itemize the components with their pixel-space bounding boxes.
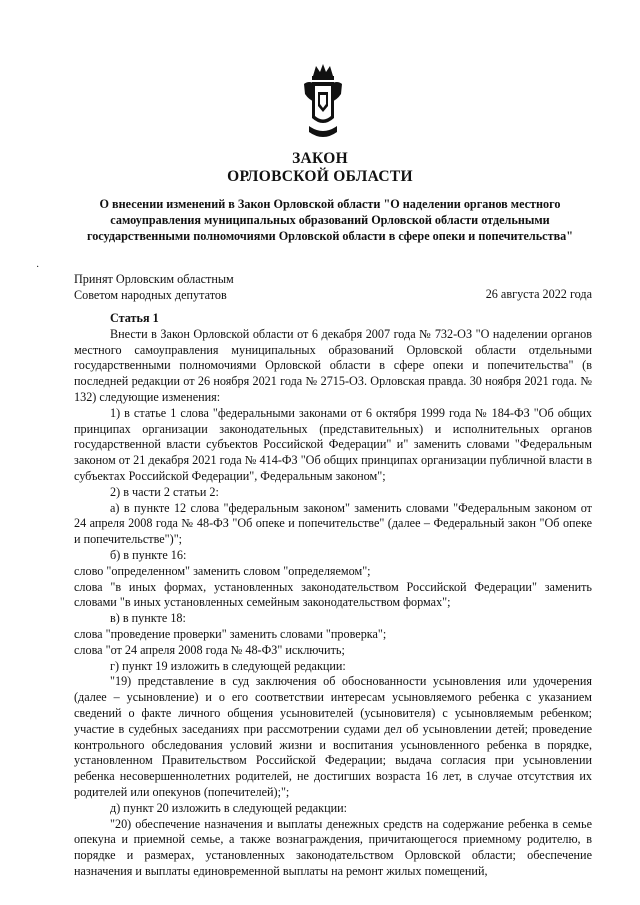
paragraph: д) пункт 20 изложить в следующей редакции:: [110, 800, 348, 815]
law-title: ЗАКОН: [292, 150, 348, 167]
adoption-block: [74, 271, 234, 303]
adoption-line-2: Советом народных депутатов: [74, 288, 227, 302]
adoption-line-1: Принят Орловским областным: [74, 272, 234, 286]
article-heading: Статья 1: [110, 311, 159, 325]
paragraph: в) в пункте 18:: [110, 611, 186, 626]
paragraph: 2) в части 2 статьи 2:: [110, 484, 219, 499]
paragraph: слово "определенном" заменить словом "определяемом";: [74, 563, 371, 578]
paragraph: "20) обеспечение назначения и выплаты денежных средств на содержание ребенка в семье опекуна и приемной семье, а также вознаграждения, причитающегося приемному родителю, в порядке и размерах, установленных законодательством Орловской области; обеспечение назначения и выплаты единовременной выплаты на ремонт жилых помещений,: [74, 816, 592, 878]
paragraph: слова "от 24 апреля 2008 года № 48-ФЗ" исключить;: [74, 642, 345, 657]
paragraph: Внести в Закон Орловской области от 6 декабря 2007 года № 732-ОЗ "О наделении органов местного самоуправления муниципальных образований Орловской области отдельными государственными полномочиями Орловской области в сфере опеки и попечительства" (в последней редакции от 26 ноября 2021 года № 2715-ОЗ. Орловская правда. 30 ноября 2021 года. № 132) следующие изменения:: [74, 326, 592, 404]
law-region-title: ОРЛОВСКОЙ ОБЛАСТИ: [227, 168, 413, 185]
article-body: [74, 311, 592, 880]
coat-of-arms-emblem: [301, 62, 345, 144]
paragraph: 1) в статье 1 слова "федеральными законами от 6 октября 1999 года № 184-ФЗ "Об общих принципах организации законодательных (представительных) и исполнительных органов государственной власти субъектов Российской Федерации" и" заменить словами "Федеральным законом от 21 декабря 2021 года № 414-ФЗ "Об общих принципах организации публичной власти в субъектах Российской Федерации", Федеральным законом";: [74, 405, 592, 483]
margin-mark: ·: [36, 262, 40, 273]
paragraph: "19) представление в суд заключения об обоснованности усыновления или удочерения (далее – усыновление) и о его соответствии интересам усыновляемого ребенка с указанием сведений о факте личного общения усыновителей (усыновителя) с усыновляемым ребенком; участие в судебных заседаниях при рассмотрении судами дел об усыновлении детей; проведение контрольного обследования условий жизни и воспитания усыновленного ребенка в порядке, установленном Правительством Российской Федерации; выдача согласия при усыновлении ребенка несовершеннолетних родителей, не достигших возраста 16 лет, в случае отсутствия их родителей или опекунов (попечителей);";: [74, 674, 592, 799]
paragraph: г) пункт 19 изложить в следующей редакции:: [110, 658, 346, 673]
paragraph: слова "в иных формах, установленных законодательством Российской Федерации" заменить словами "в иных установленных семейным законодательством формах";: [74, 579, 592, 610]
paragraph: а) в пункте 12 слова "федеральным законом" заменить словами "Федеральным законом от 24 апреля 2008 года № 48-ФЗ "Об опеке и попечительстве" (далее – Федеральный закон "Об опеке и попечительстве")";: [74, 500, 592, 547]
law-subtitle: О внесении изменений в Закон Орловской области "О наделении органов местного самоуправления муниципальных образований Орловской области отдельными государственными полномочиями Орловской области в сфере опеки и попечительства": [86, 197, 574, 243]
adoption-date: 26 августа 2022 года: [485, 287, 592, 301]
paragraph: слова "проведение проверки" заменить словами "проверка";: [74, 626, 387, 641]
paragraph: б) в пункте 16:: [110, 547, 187, 562]
